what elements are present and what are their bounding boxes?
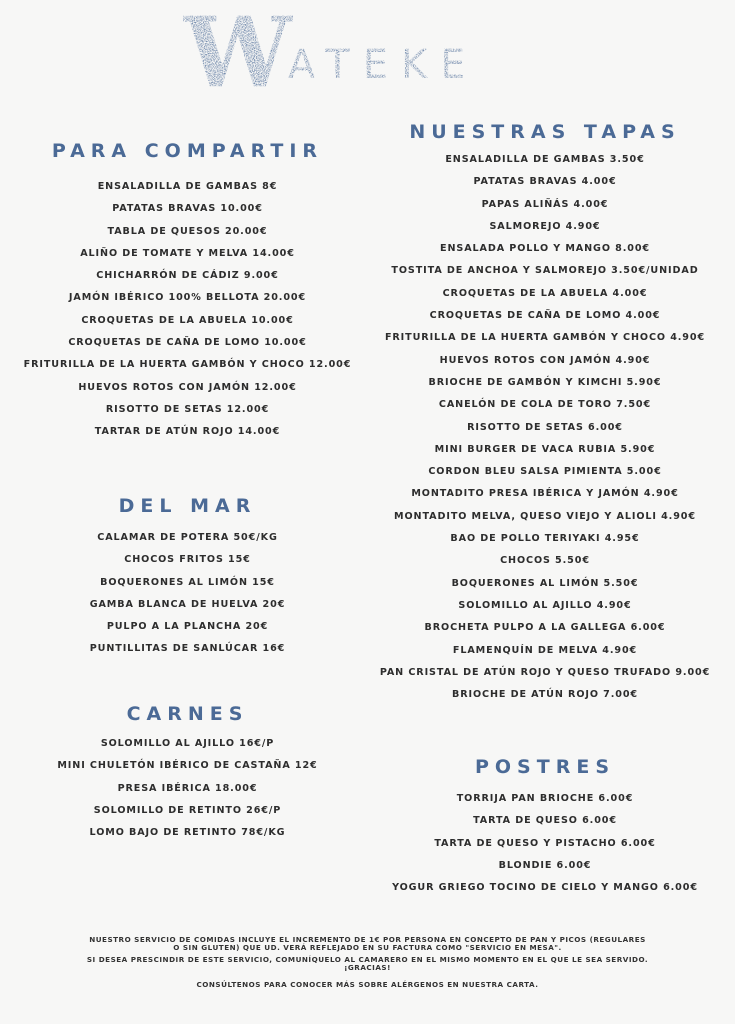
menu-item: TOSTITA DE ANCHOA Y SALMOREJO 3.50€/UNIDAD: [391, 265, 699, 277]
menu-item: PAPAS ALIÑÁS 4.00€: [481, 198, 609, 210]
menu-item: LOMO BAJO DE RETINTO 78€/KG: [89, 827, 286, 839]
section-title: DEL MAR: [118, 495, 257, 517]
menu-item: GAMBA BLANCA DE HUELVA 20€: [89, 598, 286, 610]
section-postres: [365, 756, 725, 899]
section-del-mar: [10, 495, 365, 661]
menu-item: FLAMENQUÍN DE MELVA 4.90€: [452, 644, 638, 656]
section-nuestras-tapas: [365, 121, 725, 706]
menu-item: BOQUERONES AL LIMÓN 15€: [100, 576, 275, 588]
menu-item: ALIÑO DE TOMATE Y MELVA 14.00€: [80, 247, 295, 259]
menu-item: SALMOREJO 4.90€: [489, 220, 601, 232]
wateke-logo-mark: [180, 8, 560, 98]
menu-item: PATATAS BRAVAS 4.00€: [473, 176, 617, 188]
item-list: [365, 788, 725, 899]
menu-item: MONTADITO MELVA, QUESO VIEJO Y ALIOLI 4.90€: [394, 510, 696, 522]
footer-notes: [20, 936, 715, 989]
menu-item: CROQUETAS DE CAÑA DE LOMO 10.00€: [68, 337, 307, 349]
menu-item: BRIOCHE DE ATÚN ROJO 7.00€: [452, 689, 638, 701]
menu-item: CROQUETAS DE LA ABUELA 10.00€: [81, 314, 294, 326]
menu-item: BRIOCHE DE GAMBÓN Y KIMCHI 5.90€: [428, 376, 662, 388]
menu-item: ENSALADILLA DE GAMBAS 8€: [97, 181, 278, 192]
menu-item: YOGUR GRIEGO TOCINO DE CIELO Y MANGO 6.00€: [392, 882, 698, 894]
footer-line: SI DESEA PRESCINDIR DE ESTE SERVICIO, COMUNÍQUELO AL CAMARERO EN EL MISMO MOMENTO EN EL QUE LE SEA SERVIDO.: [86, 954, 649, 964]
menu-item: PUNTILLITAS DE SANLÚCAR 16€: [89, 643, 286, 655]
menu-item: CROQUETAS DE CAÑA DE LOMO 4.00€: [429, 310, 661, 322]
menu-item: TARTAR DE ATÚN ROJO 14.00€: [94, 426, 281, 438]
menu-item: HUEVOS ROTOS CON JAMÓN 12.00€: [78, 381, 297, 393]
menu-item: TARTA DE QUESO Y PISTACHO 6.00€: [434, 837, 656, 849]
menu-item: MINI BURGER DE VACA RUBIA 5.90€: [434, 443, 656, 455]
menu-item: ENSALADA POLLO Y MANGO 8.00€: [440, 243, 650, 255]
menu-item: PAN CRISTAL DE ATÚN ROJO Y QUESO TRUFADO 9.00€: [379, 666, 711, 678]
menu-item: PULPO A LA PLANCHA 20€: [106, 621, 269, 633]
footer-line: CONSÚLTENOS PARA CONOCER MÁS SOBRE ALÉRGENOS EN NUESTRA CARTA.: [196, 979, 539, 989]
menu-item: PRESA IBÉRICA 18.00€: [117, 782, 258, 794]
menu-item: TARTA DE QUESO 6.00€: [473, 815, 617, 827]
menu-item: CALAMAR DE POTERA 50€/KG: [97, 532, 278, 543]
menu-item: CHOCOS 5.50€: [500, 555, 590, 567]
menu-item: CORDON BLEU SALSA PIMIENTA 5.00€: [428, 466, 662, 478]
footer-line: NUESTRO SERVICIO DE COMIDAS INCLUYE EL INCREMENTO DE 1€ POR PERSONA EN CONCEPTO DE PAN Y PICOS (REGULARES: [89, 935, 646, 944]
menu-item: BOQUERONES AL LIMÓN 5.50€: [451, 577, 639, 589]
menu-item: BLONDIE 6.00€: [498, 859, 592, 871]
menu-item: SOLOMILLO DE RETINTO 26€/P: [93, 804, 282, 816]
item-list: [10, 527, 365, 661]
logo-rest: ATEKE: [288, 42, 479, 88]
menu-item: CHICHARRÓN DE CÁDIZ 9.00€: [96, 270, 279, 282]
section-para-compartir: [10, 140, 365, 444]
section-title: PARA COMPARTIR: [51, 140, 324, 162]
menu-item: CANELÓN DE COLA DE TORO 7.50€: [438, 399, 652, 411]
menu-item: BAO DE POLLO TERIYAKI 4.95€: [450, 533, 640, 545]
item-list: [10, 733, 365, 844]
menu-item: SOLOMILLO AL AJILLO 16€/P: [100, 738, 275, 749]
menu-item: FRITURILLA DE LA HUERTA GAMBÓN Y CHOCO 12.00€: [23, 359, 352, 371]
section-title: NUESTRAS TAPAS: [409, 121, 681, 143]
item-list: [10, 176, 365, 444]
menu-item: RISOTTO DE SETAS 12.00€: [105, 403, 270, 415]
menu-item: CHOCOS FRITOS 15€: [124, 554, 251, 566]
section-title: CARNES: [126, 703, 249, 725]
menu-item: FRITURILLA DE LA HUERTA GAMBÓN Y CHOCO 4.90€: [384, 332, 706, 344]
footer-line: O SIN GLUTEN) QUE UD. VERÁ REFLEJADO EN SU FACTURA COMO "SERVICIO EN MESA".: [173, 943, 562, 953]
brand-logo: [0, 8, 735, 98]
footer-line: ¡GRACIAS!: [344, 963, 391, 973]
menu-item: PATATAS BRAVAS 10.00€: [112, 203, 263, 215]
section-title: POSTRES: [474, 756, 615, 778]
menu-item: JAMÓN IBÉRICO 100% BELLOTA 20.00€: [68, 292, 307, 304]
menu-item: RISOTTO DE SETAS 6.00€: [467, 421, 623, 433]
menu-item: BROCHETA PULPO A LA GALLEGA 6.00€: [424, 622, 666, 634]
menu-item: HUEVOS ROTOS CON JAMÓN 4.90€: [439, 354, 651, 366]
menu-item: MONTADITO PRESA IBÉRICA Y JAMÓN 4.90€: [411, 488, 679, 500]
menu-item: MINI CHULETÓN IBÉRICO DE CASTAÑA 12€: [57, 760, 318, 772]
section-carnes: [10, 703, 365, 844]
menu-item: SOLOMILLO AL AJILLO 4.90€: [458, 599, 632, 611]
menu-item: TABLA DE QUESOS 20.00€: [107, 225, 268, 237]
menu-item: TORRIJA PAN BRIOCHE 6.00€: [456, 793, 634, 804]
menu-item: ENSALADILLA DE GAMBAS 3.50€: [445, 154, 645, 165]
menu-item: CROQUETAS DE LA ABUELA 4.00€: [442, 287, 648, 299]
item-list: [365, 149, 725, 706]
logo-initial: W: [184, 8, 292, 98]
